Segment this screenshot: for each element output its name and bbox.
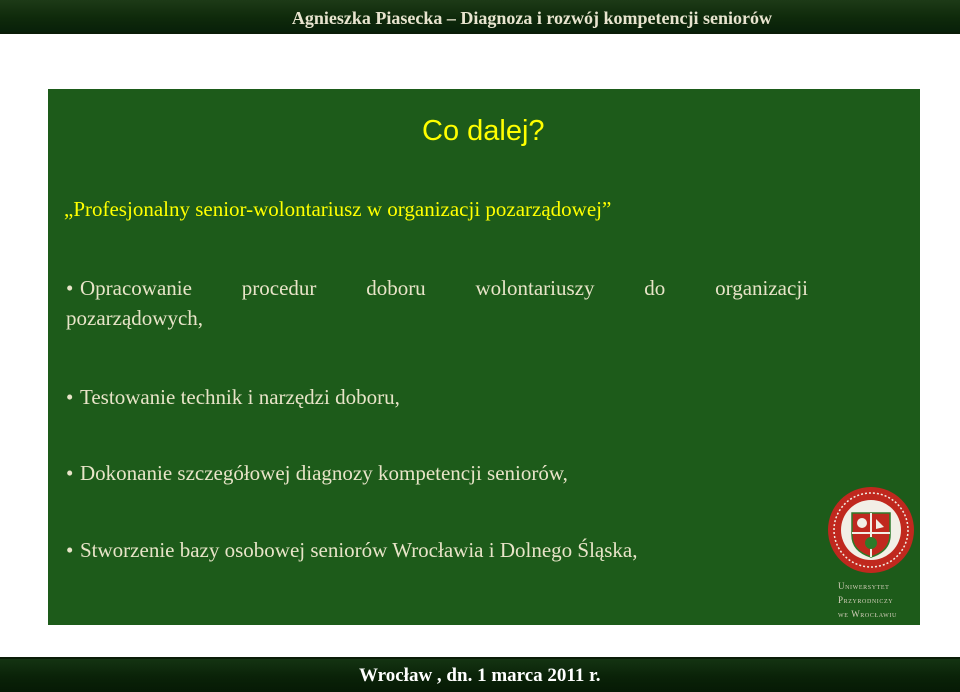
logo-line-3: we Wrocławiu: [838, 609, 897, 619]
footer-date: Wrocław , dn. 1 marca 2011 r.: [359, 665, 601, 686]
seal-eagle-emblem: [857, 518, 867, 528]
bullet-text: Dokonanie szczegółowej diagnozy kompetencji seniorów,: [80, 461, 568, 485]
university-seal-icon: [826, 485, 916, 575]
bullet-item: [66, 535, 808, 565]
bullet-item: [66, 273, 808, 303]
bullet-text: Opracowanie procedur doboru wolontariuszy do organizacji: [80, 276, 808, 300]
slide-panel: [48, 89, 920, 625]
slide-subtitle: „Profesjonalny senior-wolontariusz w organizacji pozarządowej”: [64, 197, 612, 221]
header-bar: [0, 0, 960, 34]
footer-bar: [0, 657, 960, 692]
header-title: Agnieszka Piasecka – Diagnoza i rozwój kompetencji seniorów: [291, 8, 772, 28]
slide-title: Co dalej?: [422, 115, 545, 147]
bullet-text-continuation: pozarządowych,: [66, 306, 204, 330]
logo-line-1: Uniwersytet: [838, 581, 890, 591]
bullet-item: [66, 458, 808, 488]
logo-line-2: Przyrodniczy: [838, 595, 894, 605]
bullet-dot: •: [66, 461, 74, 485]
bullet-item: [66, 382, 808, 412]
bullet-text: Testowanie technik i narzędzi doboru,: [80, 385, 400, 409]
bullet-dot: •: [66, 276, 74, 300]
university-logo: [826, 485, 916, 619]
bullet-dot: •: [66, 385, 74, 409]
seal-center-emblem: [865, 537, 877, 549]
bullet-text: Stworzenie bazy osobowej seniorów Wrocławia i Dolnego Śląska,: [80, 538, 638, 562]
bullet-dot: •: [66, 538, 74, 562]
